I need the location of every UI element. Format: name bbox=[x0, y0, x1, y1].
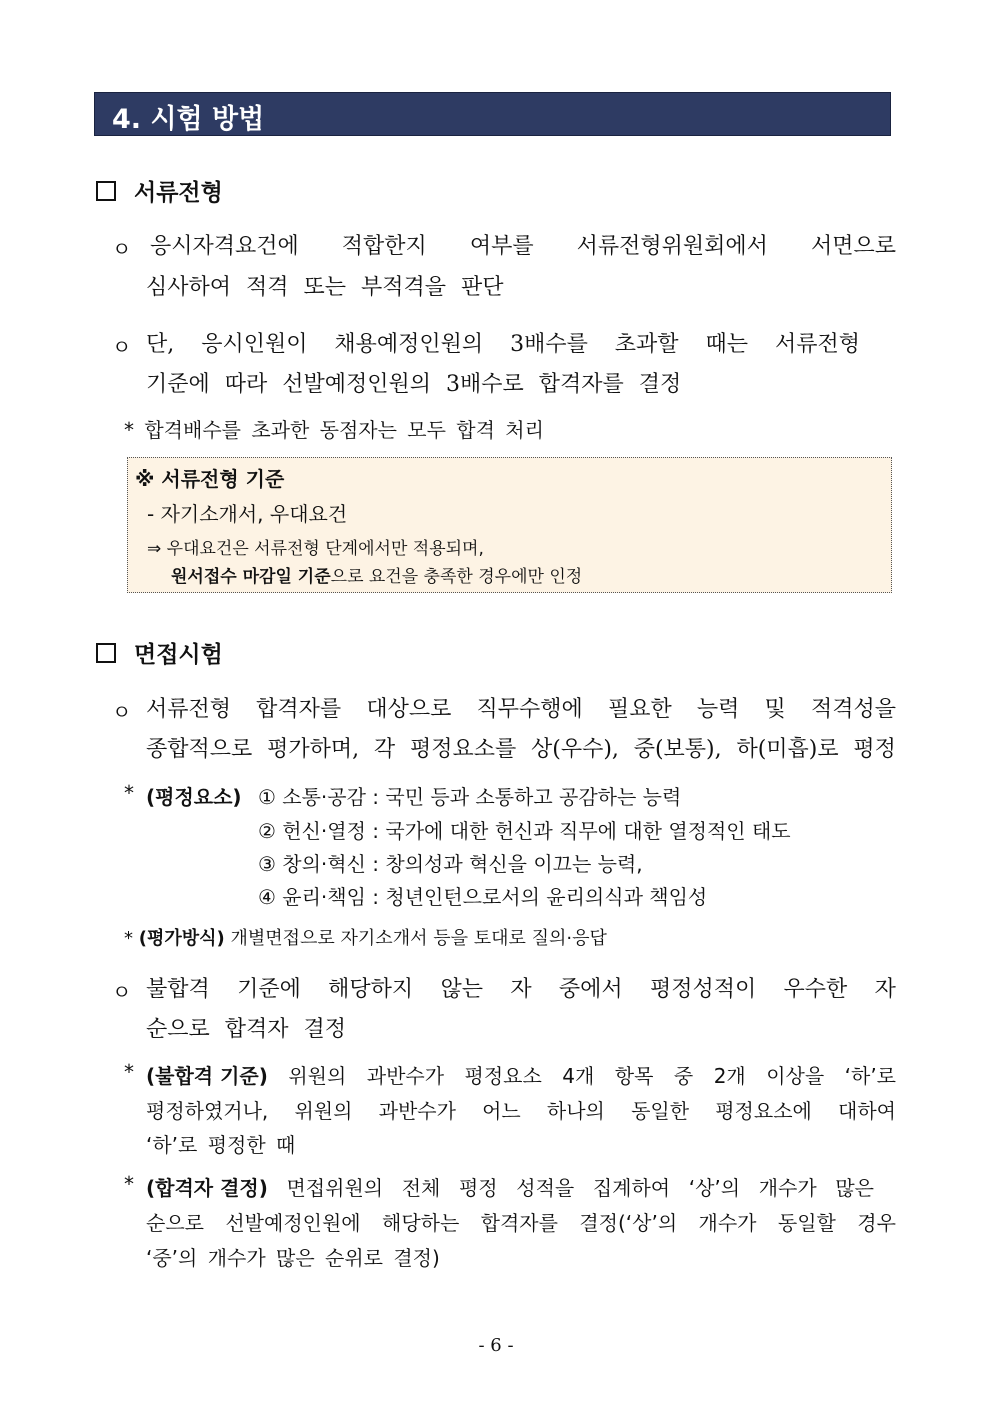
criteria-box-item: - 자기소개서, 우대요건 bbox=[147, 502, 348, 526]
word: 불합격 bbox=[146, 977, 210, 1002]
word: ‘하’로 bbox=[844, 1064, 896, 1088]
bullet-circle-icon: ㅇ bbox=[112, 980, 132, 1004]
interview-bullet2-line1 bbox=[146, 972, 896, 1003]
word: 결정(‘상’의 bbox=[579, 1211, 678, 1235]
doc-review-note: * 합격배수를 초과한 동점자는 모두 합격 처리 bbox=[124, 418, 544, 442]
word: 서류전형 bbox=[774, 332, 860, 357]
word: 중 bbox=[673, 1064, 694, 1088]
page-number: - 6 - bbox=[478, 1335, 514, 1356]
word: 자 bbox=[510, 977, 532, 1002]
word: 않는 bbox=[440, 977, 483, 1002]
word: 대상으로 bbox=[366, 697, 452, 722]
word: 평정 bbox=[458, 1176, 498, 1200]
word: 2개 bbox=[713, 1064, 746, 1088]
pass-star: * bbox=[124, 1172, 134, 1196]
word: 응시인원이 bbox=[201, 332, 308, 357]
word: 해당하지 bbox=[328, 977, 414, 1002]
word: 합격자를 bbox=[256, 697, 342, 722]
word: 적격성을 bbox=[810, 697, 896, 722]
word: 상(우수), bbox=[531, 737, 619, 762]
bullet-circle-icon: ㅇ bbox=[112, 700, 132, 724]
word: 4개 bbox=[562, 1064, 595, 1088]
word: 종합적으로 bbox=[146, 737, 253, 762]
word: 동일한 bbox=[631, 1099, 690, 1123]
word: 서류전형위원회에서 bbox=[576, 234, 768, 259]
word: 채용예정인원의 bbox=[334, 332, 484, 357]
word: 위원의 bbox=[294, 1099, 353, 1123]
eval-item-3: ③ 창의·혁신 : 창의성과 혁신을 이끄는 능력, bbox=[258, 852, 643, 876]
word: 우수한 bbox=[783, 977, 848, 1002]
doc-review-bullet1-line1 bbox=[150, 229, 896, 260]
word: 3배수를 bbox=[510, 332, 588, 357]
word: 및 bbox=[764, 697, 786, 722]
eval-item-2: ② 헌신·열정 : 국가에 대한 헌신과 직무에 대한 열정적인 태도 bbox=[258, 819, 791, 843]
word: 평정성적이 bbox=[649, 977, 757, 1002]
fail-line3: ‘하’로 평정한 때 bbox=[146, 1133, 296, 1157]
word: 과반수가 bbox=[366, 1064, 445, 1088]
word: 대하여 bbox=[838, 1099, 896, 1123]
word: 필요한 bbox=[607, 697, 672, 722]
eval-label: (평정요소) bbox=[146, 785, 242, 809]
word: 여부를 bbox=[469, 234, 534, 259]
word: 평정하였거나, bbox=[146, 1099, 269, 1123]
bullet-circle-icon: ㅇ bbox=[112, 335, 132, 359]
word: 평정요소를 bbox=[409, 737, 517, 762]
interview-bullet1-line2 bbox=[146, 732, 896, 763]
criteria-box-title: ※ 서류전형 기준 bbox=[135, 467, 285, 491]
doc-review-heading: 서류전형 bbox=[134, 179, 223, 206]
word: 때는 bbox=[705, 332, 749, 357]
word: 평가하며, bbox=[267, 737, 360, 762]
word: 항목 bbox=[614, 1064, 654, 1088]
word: 각 bbox=[373, 737, 396, 762]
word: 위원의 bbox=[288, 1064, 347, 1088]
word: 많은 bbox=[835, 1176, 874, 1200]
inline-label: (합격자 결정) bbox=[146, 1176, 268, 1200]
word: 순으로 bbox=[146, 1211, 204, 1235]
word: 기준에 bbox=[237, 977, 301, 1002]
word: 개수가 bbox=[698, 1211, 757, 1235]
criteria-box-rest: 으로 요건을 충족한 경우에만 인정 bbox=[330, 567, 583, 587]
word: 선발예정인원에 bbox=[225, 1211, 361, 1235]
fail-star: * bbox=[124, 1060, 134, 1084]
word: 중(보통), bbox=[633, 737, 722, 762]
word: 성적을 bbox=[516, 1176, 575, 1200]
word: 서면으로 bbox=[810, 234, 896, 259]
word: 해당하는 bbox=[382, 1211, 460, 1235]
word: 하나의 bbox=[546, 1099, 605, 1123]
word: 자 bbox=[874, 977, 896, 1002]
word: 평정요소에 bbox=[715, 1099, 812, 1123]
criteria-box-arrow-line2 bbox=[171, 562, 582, 587]
word: 하(미흡)로 bbox=[736, 737, 839, 762]
word: 면접위원의 bbox=[286, 1176, 384, 1200]
inline-label: (불합격 기준) bbox=[146, 1064, 268, 1088]
section-title: 4. 시험 방법 bbox=[112, 104, 265, 135]
doc-review-bullet2-line2: 기준에 따라 선발예정인원의 3배수로 합격자를 결정 bbox=[146, 372, 682, 397]
method-text: 개별면접으로 자기소개서 등을 토대로 질의·응답 bbox=[230, 928, 607, 949]
bullet-circle-icon: ㅇ bbox=[112, 237, 132, 261]
method-label: (평가방식) bbox=[138, 928, 225, 949]
word: 초과할 bbox=[614, 332, 679, 357]
word: 경우 bbox=[857, 1211, 896, 1235]
word: 직무수행에 bbox=[476, 697, 583, 722]
word: 평정 bbox=[853, 737, 896, 762]
fail-line1 bbox=[146, 1060, 896, 1089]
word: 이상을 bbox=[766, 1064, 825, 1088]
doc-review-bullet1-line2: 심사하여 적격 또는 부적격을 판단 bbox=[146, 275, 504, 300]
pass-line1 bbox=[146, 1172, 874, 1201]
doc-review-bullet2-line1 bbox=[146, 327, 860, 358]
interview-heading: 면접시험 bbox=[134, 641, 223, 668]
word: 어느 bbox=[482, 1099, 521, 1123]
word: 과반수가 bbox=[378, 1099, 456, 1123]
word: 전체 bbox=[401, 1176, 441, 1200]
word: 적합한지 bbox=[341, 234, 427, 259]
word: 중에서 bbox=[558, 977, 623, 1002]
pass-line3: ‘중’의 개수가 많은 순위로 결정) bbox=[146, 1246, 440, 1270]
word: 합격자를 bbox=[480, 1211, 558, 1235]
eval-star: * bbox=[124, 781, 134, 805]
word: 집계하여 bbox=[592, 1176, 671, 1200]
word: 응시자격요건에 bbox=[150, 234, 299, 259]
method-line: * (평가방식) 개별면접으로 자기소개서 등을 토대로 질의·응답 bbox=[124, 928, 607, 949]
fail-line2 bbox=[146, 1095, 896, 1124]
eval-item-4: ④ 윤리·책임 : 청년인턴으로서의 윤리의식과 책임성 bbox=[258, 885, 708, 909]
criteria-box-arrow-line: ⇒ 우대요건은 서류전형 단계에서만 적용되며, bbox=[147, 539, 484, 559]
word: 능력 bbox=[696, 697, 740, 722]
checkbox-icon bbox=[96, 643, 116, 663]
word: 단, bbox=[146, 332, 175, 357]
word: 서류전형 bbox=[146, 697, 232, 722]
criteria-box-bold: 원서접수 마감일 기준 bbox=[171, 567, 331, 587]
checkbox-icon bbox=[96, 181, 116, 201]
word: ‘상’의 bbox=[688, 1176, 741, 1200]
interview-bullet2-line2: 순으로 합격자 결정 bbox=[146, 1017, 347, 1042]
word: 개수가 bbox=[758, 1176, 817, 1200]
interview-bullet1-line1 bbox=[146, 692, 896, 723]
eval-item-1: ① 소통·공감 : 국민 등과 소통하고 공감하는 능력 bbox=[258, 785, 682, 809]
word: 동일할 bbox=[777, 1211, 836, 1235]
pass-line2 bbox=[146, 1207, 896, 1236]
word: 평정요소 bbox=[464, 1064, 542, 1088]
